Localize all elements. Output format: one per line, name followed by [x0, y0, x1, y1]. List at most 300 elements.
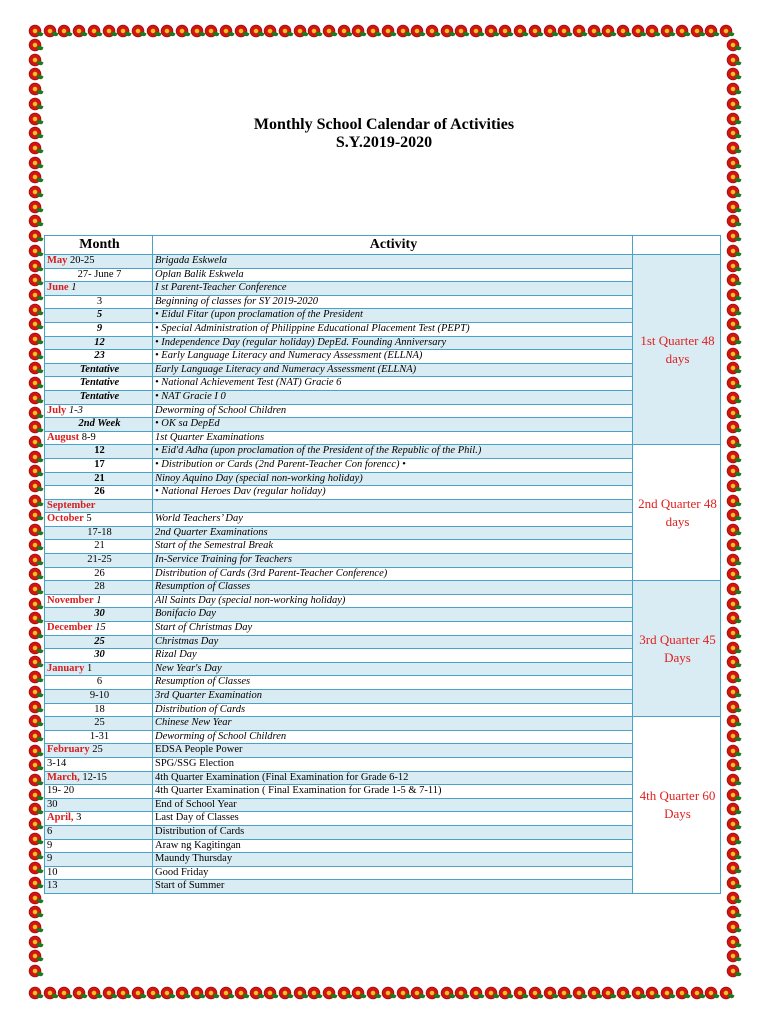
flower-icon	[278, 24, 292, 38]
table-row	[45, 703, 721, 717]
month-cell	[45, 825, 153, 839]
month-name: September	[47, 499, 96, 511]
flower-icon	[87, 24, 101, 38]
table-row	[45, 690, 721, 704]
flower-icon	[587, 986, 601, 1000]
month-cell	[45, 581, 153, 595]
activity-cell: Start of Christmas Day	[153, 622, 633, 636]
month-cell	[45, 309, 153, 323]
table-row	[45, 730, 721, 744]
flower-icon	[675, 24, 689, 38]
month-cell	[45, 268, 153, 282]
table-row	[45, 363, 721, 377]
flower-icon	[131, 986, 145, 1000]
flower-icon	[28, 420, 42, 434]
activity-cell: • National Achievement Test (NAT) Gracie 6	[153, 377, 633, 391]
flower-icon	[293, 986, 307, 1000]
date-text: 18	[94, 703, 105, 715]
flower-icon	[726, 817, 740, 831]
month-cell	[45, 594, 153, 608]
flower-icon	[219, 24, 233, 38]
table-row	[45, 554, 721, 568]
flower-icon	[102, 24, 116, 38]
month-name: October	[47, 513, 84, 525]
flower-icon	[190, 24, 204, 38]
flower-icon	[726, 67, 740, 81]
activity-cell: 1st Quarter Examinations	[153, 431, 633, 445]
flower-icon	[726, 244, 740, 258]
date-text: 5	[96, 309, 103, 321]
date-text: 1-3	[68, 404, 83, 416]
month-cell	[45, 445, 153, 459]
date-text: 13	[47, 880, 58, 892]
flower-icon	[513, 986, 527, 1000]
activity-cell: EDSA People Power	[153, 744, 633, 758]
flower-icon	[601, 986, 615, 1000]
flower-icon	[146, 986, 160, 1000]
date-text: Tentative	[79, 363, 120, 375]
date-text: 12	[94, 336, 105, 348]
flower-icon	[28, 729, 42, 743]
date-text: 20-25	[70, 255, 95, 266]
flower-icon	[28, 406, 42, 420]
flower-icon	[28, 986, 42, 1000]
flower-icon	[28, 964, 42, 978]
flower-icon	[28, 597, 42, 611]
flower-icon	[726, 170, 740, 184]
flower-icon	[726, 655, 740, 669]
table-row	[45, 649, 721, 663]
flower-icon	[726, 214, 740, 228]
school-year-subtitle: S.Y.2019-2020	[335, 134, 433, 151]
month-cell	[45, 662, 153, 676]
flower-icon	[28, 82, 42, 96]
flower-icon	[726, 97, 740, 111]
flower-icon	[28, 788, 42, 802]
month-cell	[45, 785, 153, 799]
flower-icon	[43, 24, 57, 38]
date-text: 1	[71, 282, 77, 294]
flower-icon	[28, 582, 42, 596]
flower-icon	[28, 655, 42, 669]
flower-icon	[28, 611, 42, 625]
date-text: 3	[76, 812, 82, 824]
flower-icon	[726, 641, 740, 655]
flower-icon	[726, 391, 740, 405]
flower-icon	[660, 24, 674, 38]
activity-column-header: Activity	[153, 236, 633, 255]
flower-icon	[160, 24, 174, 38]
activity-cell: SPG/SSG Election	[153, 757, 633, 771]
quarter-column-header	[633, 236, 721, 255]
date-text: Tentative	[79, 390, 120, 402]
flower-icon	[726, 435, 740, 449]
flower-icon	[410, 24, 424, 38]
activity-cell: Last Day of Classes	[153, 812, 633, 826]
flower-icon	[263, 24, 277, 38]
activity-cell: Christmas Day	[153, 635, 633, 649]
flower-icon	[28, 700, 42, 714]
flower-icon	[28, 156, 42, 170]
table-row	[45, 717, 721, 731]
flower-icon	[484, 986, 498, 1000]
month-name: November	[47, 594, 94, 606]
date-text: 25	[92, 744, 103, 756]
table-row	[45, 839, 721, 853]
flower-icon	[351, 986, 365, 1000]
flower-icon	[28, 244, 42, 258]
flower-icon	[28, 641, 42, 655]
month-cell	[45, 499, 153, 513]
flower-icon	[28, 450, 42, 464]
table-row	[45, 540, 721, 554]
flower-icon	[587, 24, 601, 38]
flower-icon	[469, 986, 483, 1000]
activity-cell: All Saints Day (special non-working holiday)	[153, 594, 633, 608]
flower-icon	[425, 24, 439, 38]
flower-icon	[454, 24, 468, 38]
flower-icon	[28, 273, 42, 287]
flower-icon	[28, 905, 42, 919]
flower-icon	[726, 832, 740, 846]
table-header-row	[45, 236, 721, 255]
activity-cell	[153, 499, 633, 513]
flower-icon	[726, 788, 740, 802]
month-cell	[45, 730, 153, 744]
activity-cell: 4th Quarter Examination (Final Examination for Grade 6-12	[153, 771, 633, 785]
flower-icon	[726, 479, 740, 493]
flower-icon	[631, 24, 645, 38]
flower-icon	[726, 626, 740, 640]
flower-icon	[726, 553, 740, 567]
flower-icon	[28, 685, 42, 699]
activity-cell: I st Parent-Teacher Conference	[153, 282, 633, 296]
table-row	[45, 676, 721, 690]
flower-icon	[28, 553, 42, 567]
date-text: 28	[94, 581, 105, 593]
flower-icon	[146, 24, 160, 38]
table-row	[45, 268, 721, 282]
month-cell	[45, 812, 153, 826]
activity-cell: Deworming of School Children	[153, 404, 633, 418]
flower-icon	[28, 773, 42, 787]
flower-icon	[645, 986, 659, 1000]
table-row	[45, 662, 721, 676]
flower-icon	[726, 523, 740, 537]
month-name: December	[47, 622, 93, 634]
flower-icon	[87, 986, 101, 1000]
activity-cell: Araw ng Kagitingan	[153, 839, 633, 853]
month-name: February	[47, 744, 90, 756]
month-cell	[45, 295, 153, 309]
flower-icon	[726, 949, 740, 963]
table-row	[45, 798, 721, 812]
flower-icon	[116, 24, 130, 38]
calendar-body	[45, 255, 721, 894]
flower-icon	[57, 986, 71, 1000]
flower-icon	[28, 288, 42, 302]
month-cell	[45, 554, 153, 568]
flower-icon	[726, 670, 740, 684]
date-text: 5	[86, 513, 92, 525]
activity-cell: Oplan Balik Eskwela	[153, 268, 633, 282]
activity-cell: 3rd Quarter Examination	[153, 690, 633, 704]
flower-icon	[28, 317, 42, 331]
flower-icon	[726, 714, 740, 728]
date-text: 1-31	[89, 730, 110, 742]
flower-icon	[28, 229, 42, 243]
activity-cell: 2nd Quarter Examinations	[153, 526, 633, 540]
flower-icon	[469, 24, 483, 38]
flower-icon	[28, 832, 42, 846]
table-row	[45, 785, 721, 799]
flower-icon	[528, 986, 542, 1000]
document-title: Monthly School Calendar of Activities	[253, 116, 515, 133]
date-text: 8-9	[81, 431, 96, 443]
month-cell	[45, 635, 153, 649]
flower-icon	[28, 758, 42, 772]
flower-icon	[704, 24, 718, 38]
activity-cell: Start of the Semestral Break	[153, 540, 633, 554]
flower-icon	[28, 259, 42, 273]
month-cell	[45, 322, 153, 336]
table-row	[45, 350, 721, 364]
flower-icon	[726, 288, 740, 302]
month-cell	[45, 404, 153, 418]
month-cell	[45, 690, 153, 704]
flower-icon	[726, 847, 740, 861]
month-name: January	[47, 662, 85, 674]
table-row	[45, 635, 721, 649]
flower-icon	[28, 714, 42, 728]
month-cell	[45, 880, 153, 894]
activity-cell: Distribution of Cards	[153, 703, 633, 717]
month-cell	[45, 798, 153, 812]
table-row	[45, 757, 721, 771]
month-cell	[45, 703, 153, 717]
flower-icon	[28, 523, 42, 537]
table-row	[45, 336, 721, 350]
flower-icon	[726, 200, 740, 214]
table-row	[45, 866, 721, 880]
flower-icon	[28, 332, 42, 346]
activity-cell: Distribution of Cards (3rd Parent-Teacher Conference)	[153, 567, 633, 581]
flower-icon	[204, 24, 218, 38]
flower-icon	[72, 24, 86, 38]
flower-icon	[337, 986, 351, 1000]
flower-icon	[175, 24, 189, 38]
flower-icon	[28, 347, 42, 361]
activity-cell: • NAT Gracie I 0	[153, 390, 633, 404]
flower-icon	[726, 758, 740, 772]
flower-icon	[28, 935, 42, 949]
flower-icon	[28, 494, 42, 508]
flower-icon	[726, 729, 740, 743]
date-text: 6	[96, 676, 103, 688]
flower-icon	[726, 229, 740, 243]
flower-icon	[28, 24, 42, 38]
flower-icon	[440, 986, 454, 1000]
flower-icon	[204, 986, 218, 1000]
month-name: April,	[47, 812, 74, 824]
table-row	[45, 322, 721, 336]
flower-icon	[190, 986, 204, 1000]
table-row	[45, 472, 721, 486]
activity-cell: Resumption of Classes	[153, 581, 633, 595]
table-row	[45, 458, 721, 472]
date-text: 17	[94, 458, 105, 470]
flower-icon	[28, 38, 42, 52]
date-text: 25	[94, 635, 105, 647]
flower-icon	[28, 303, 42, 317]
activity-cell: New Year's Day	[153, 662, 633, 676]
date-text: 1	[96, 594, 102, 606]
flower-icon	[726, 317, 740, 331]
flower-icon	[28, 170, 42, 184]
flower-icon	[28, 464, 42, 478]
table-row	[45, 282, 721, 296]
flower-icon	[726, 905, 740, 919]
month-cell	[45, 350, 153, 364]
flower-icon	[726, 582, 740, 596]
month-column-header: Month	[45, 236, 153, 255]
month-cell	[45, 839, 153, 853]
date-text: 30	[94, 608, 105, 620]
table-row	[45, 567, 721, 581]
date-text: 21	[94, 472, 105, 484]
flower-icon	[28, 876, 42, 890]
date-text: Tentative	[79, 377, 120, 389]
flower-icon	[616, 24, 630, 38]
month-cell	[45, 282, 153, 296]
activity-cell: • Eid'd Adha (upon proclamation of the President of the Republic of the Phil.)	[153, 445, 633, 459]
month-cell	[45, 458, 153, 472]
flower-icon	[726, 920, 740, 934]
flower-icon	[543, 986, 557, 1000]
date-text: 12-15	[82, 771, 107, 783]
month-cell	[45, 771, 153, 785]
activity-cell: Beginning of classes for SY 2019-2020	[153, 295, 633, 309]
date-text: 26	[94, 567, 105, 579]
activity-cell: • Independence Day (regular holiday) DepEd. Founding Anniversary	[153, 336, 633, 350]
flower-icon	[557, 986, 571, 1000]
flower-icon	[726, 450, 740, 464]
flower-icon	[28, 376, 42, 390]
flower-icon	[484, 24, 498, 38]
activity-cell: • Early Language Literacy and Numeracy Assessment (ELLNA)	[153, 350, 633, 364]
flower-icon	[28, 802, 42, 816]
flower-icon	[726, 935, 740, 949]
flower-icon	[234, 24, 248, 38]
flower-icon	[660, 986, 674, 1000]
flower-icon	[57, 24, 71, 38]
date-text: 30	[47, 798, 58, 810]
flower-icon	[726, 685, 740, 699]
flower-icon	[43, 986, 57, 1000]
flower-icon	[28, 949, 42, 963]
flower-icon	[704, 986, 718, 1000]
table-row	[45, 255, 721, 269]
flower-icon	[278, 986, 292, 1000]
flower-icon	[28, 185, 42, 199]
activity-cell: End of School Year	[153, 798, 633, 812]
month-cell	[45, 377, 153, 391]
flower-icon	[28, 538, 42, 552]
table-row	[45, 499, 721, 513]
flower-icon	[28, 67, 42, 81]
flower-icon	[425, 986, 439, 1000]
month-cell	[45, 608, 153, 622]
month-cell	[45, 676, 153, 690]
table-row	[45, 431, 721, 445]
flower-icon	[726, 53, 740, 67]
activity-cell: Brigada Eskwela	[153, 255, 633, 269]
month-name: May	[47, 255, 68, 266]
date-text: 19- 20	[47, 785, 75, 797]
flower-icon	[601, 24, 615, 38]
table-row	[45, 825, 721, 839]
flower-icon	[675, 986, 689, 1000]
flower-icon	[381, 24, 395, 38]
date-text: 15	[95, 622, 106, 634]
flower-icon	[726, 700, 740, 714]
flower-icon	[116, 986, 130, 1000]
quarter-label: 3rd Quarter 45 Days	[633, 581, 721, 717]
date-text: 2nd Week	[78, 418, 121, 430]
flower-icon	[28, 920, 42, 934]
flower-icon	[28, 567, 42, 581]
flower-icon	[572, 986, 586, 1000]
month-name: June	[47, 282, 69, 294]
month-cell	[45, 717, 153, 731]
flower-icon	[513, 24, 527, 38]
flower-icon	[28, 97, 42, 111]
flower-icon	[726, 891, 740, 905]
table-row	[45, 853, 721, 867]
flower-icon	[726, 303, 740, 317]
table-row	[45, 608, 721, 622]
month-cell	[45, 390, 153, 404]
flower-icon	[631, 986, 645, 1000]
month-cell	[45, 418, 153, 432]
flower-icon	[351, 24, 365, 38]
activity-cell: World Teachers’ Day	[153, 513, 633, 527]
month-cell	[45, 540, 153, 554]
flower-icon	[726, 361, 740, 375]
flower-icon	[28, 361, 42, 375]
date-text: 27- June 7	[77, 268, 122, 280]
flower-icon	[726, 376, 740, 390]
date-text: 3-14	[47, 757, 67, 769]
flower-icon	[337, 24, 351, 38]
flower-icon	[726, 773, 740, 787]
flower-icon	[726, 406, 740, 420]
flower-icon	[219, 986, 233, 1000]
flower-icon	[726, 508, 740, 522]
table-row	[45, 771, 721, 785]
table-row	[45, 309, 721, 323]
activity-cell: Resumption of Classes	[153, 676, 633, 690]
flower-icon	[72, 986, 86, 1000]
flower-icon	[528, 24, 542, 38]
table-row	[45, 744, 721, 758]
date-text: 9-10	[89, 690, 110, 701]
month-cell	[45, 866, 153, 880]
flower-icon	[726, 273, 740, 287]
flower-icon	[645, 24, 659, 38]
month-cell	[45, 255, 153, 269]
flower-icon	[572, 24, 586, 38]
